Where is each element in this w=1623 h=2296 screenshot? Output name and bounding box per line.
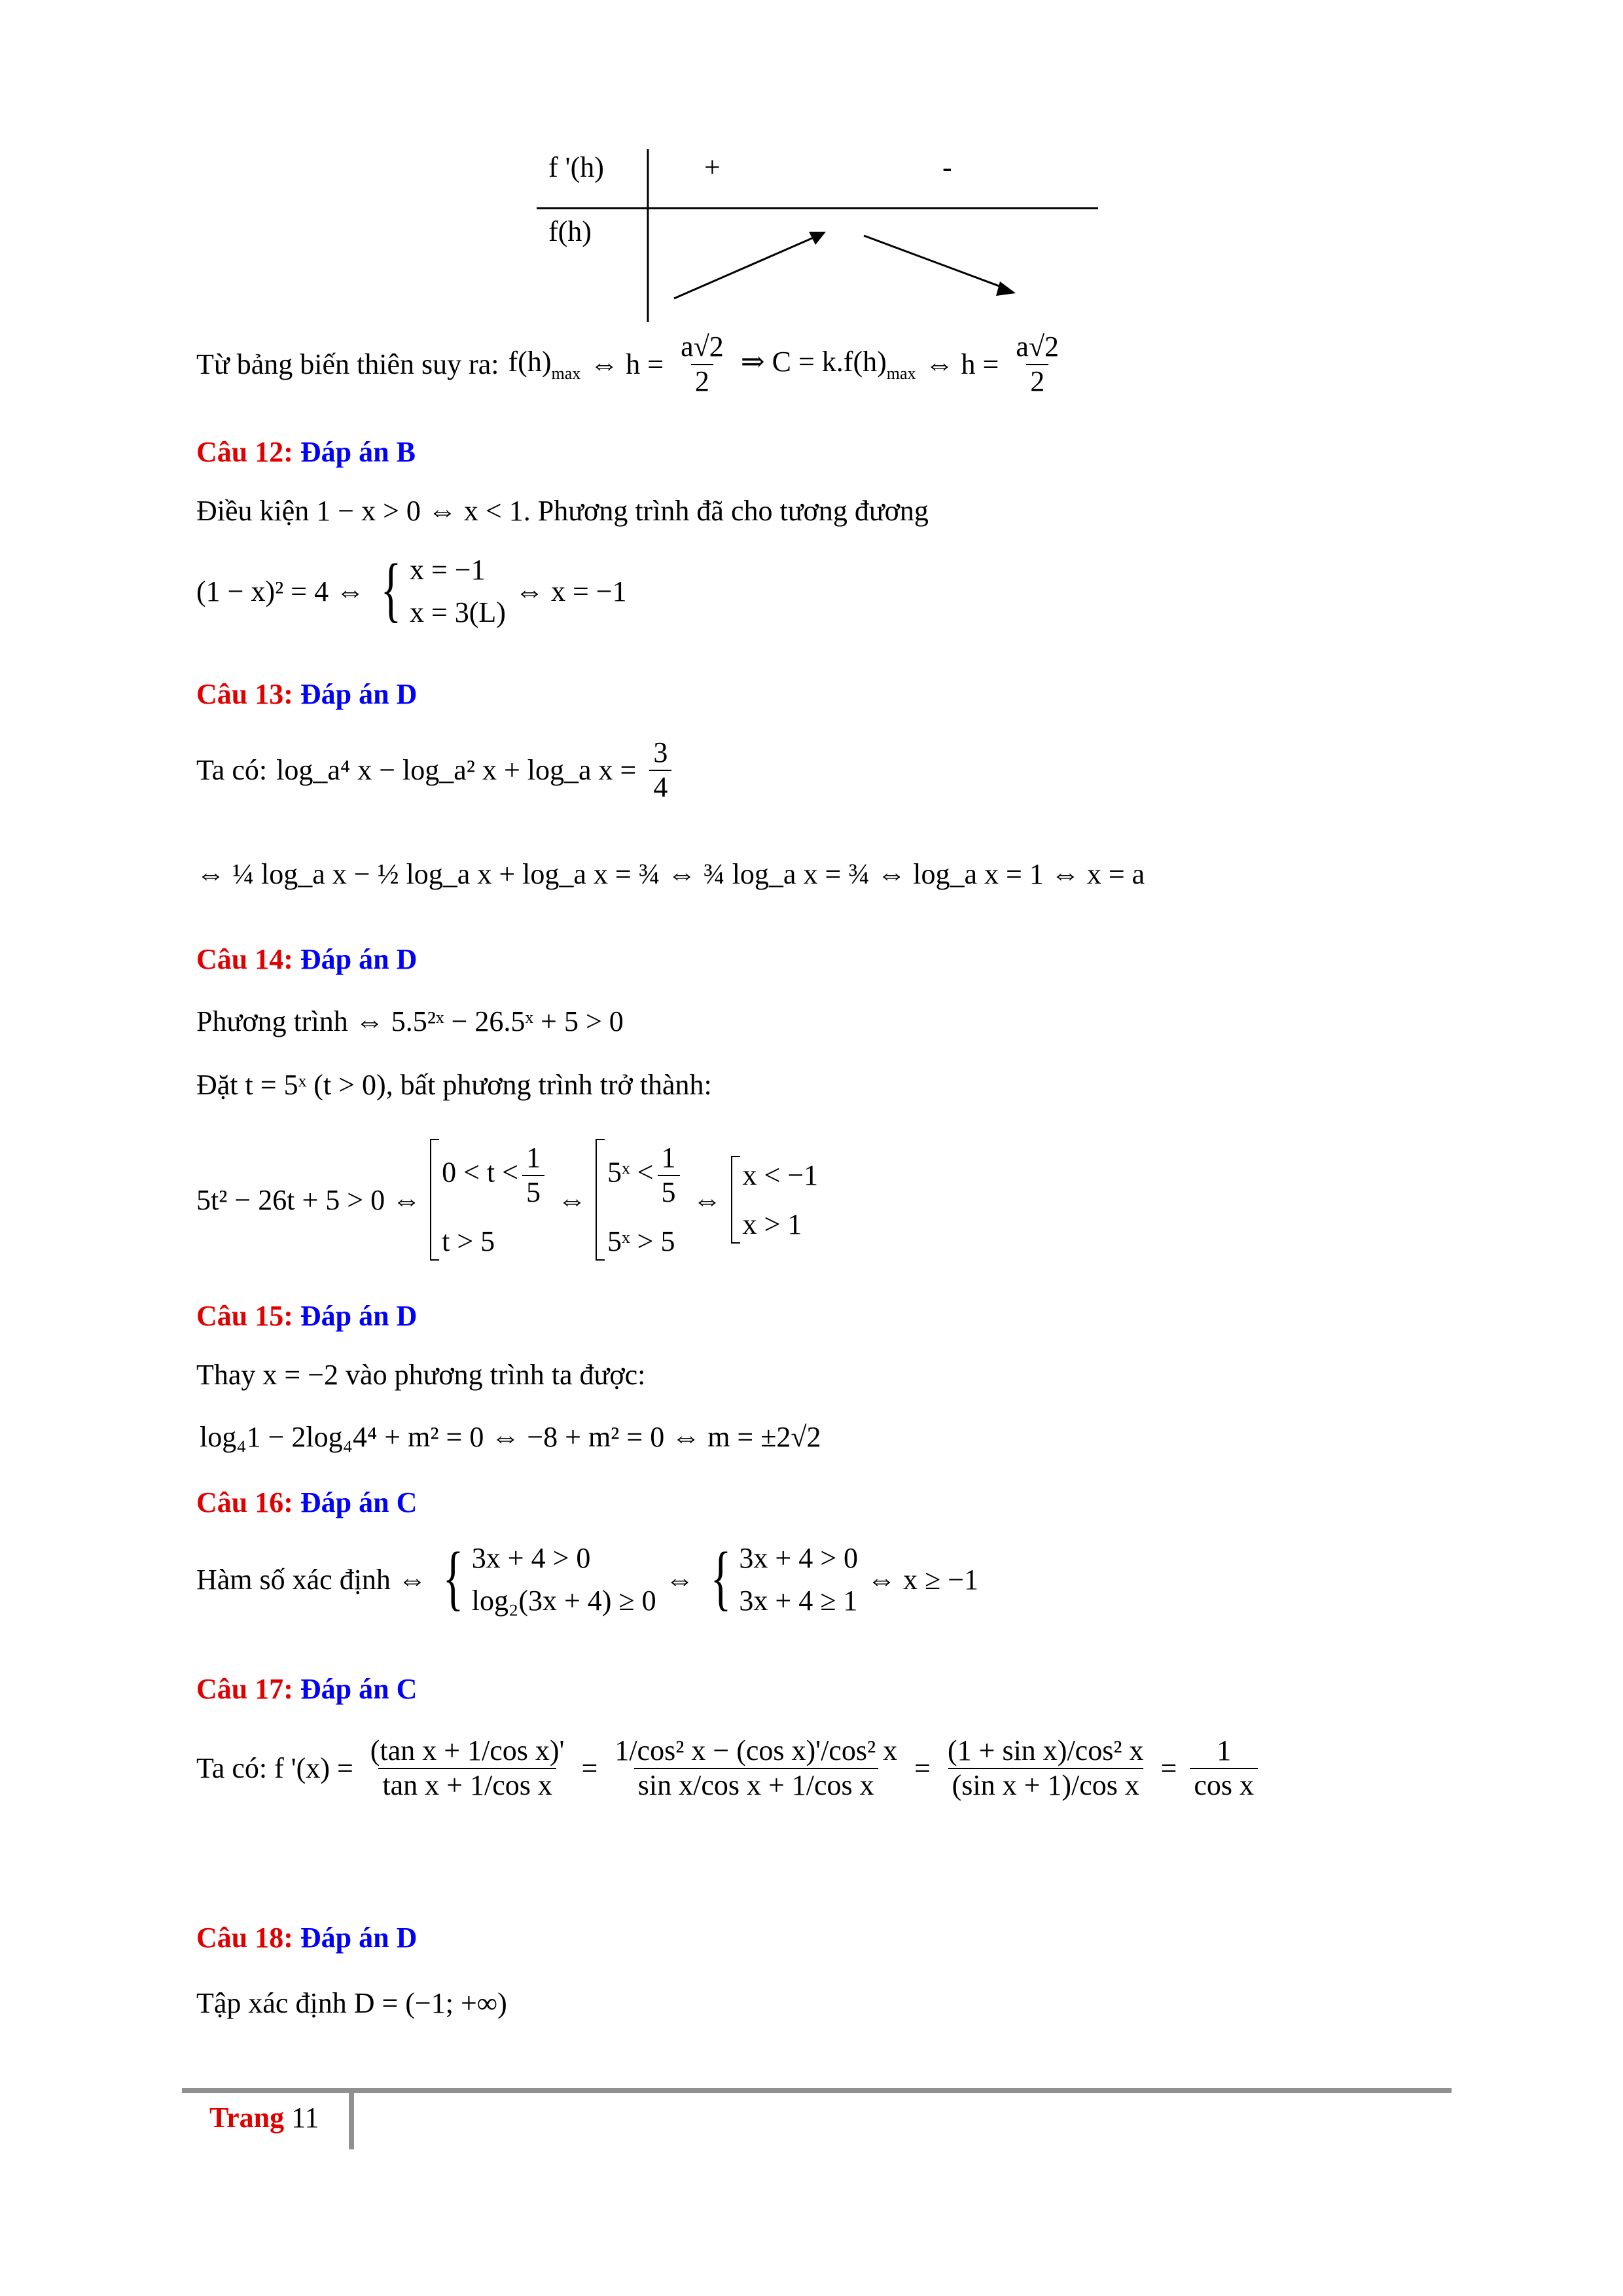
q12-heading: Câu 12: Đáp án B	[196, 436, 416, 468]
q17-derivation: Ta có: f '(x) = $\frac{\text{(tan x + 1/cos x)'}}{\text{tan x + 1/cos x}}$ = $\frac{\text{1/cos² x − (cos x)'/cos² x}}{\text{sin x/cos x + 1/cos x}}$ = $\frac{\text{(1 + sin x)/cos² x}}{\text{(sin x + 1)/cos x}}$ = $\frac{1}{\text{cos x}}$	[196, 1734, 1262, 1802]
footer-divider	[349, 2093, 354, 2149]
q17-frac-4: $\frac{1}{\text{cos x}}$	[1190, 1734, 1258, 1802]
conclusion-line	[196, 331, 1067, 398]
q17-frac-3: $\frac{\text{(1 + sin x)/cos² x}}{\text{(sin x + 1)/cos x}}$	[947, 1734, 1144, 1801]
q13-line1: Ta có: log_a⁴ x − log_a² x + log_a x = $\frac{3}{4}$	[196, 736, 675, 804]
table-grid	[524, 144, 1113, 327]
q17-frac-1: $\frac{\text{(tan x + 1/cos x)'}}{\text{tan x + 1/cos x}}$	[370, 1734, 565, 1801]
q15-heading: Câu 15: Đáp án D	[196, 1300, 418, 1332]
conclusion-fmax: $f(h)_{max}$	[508, 346, 581, 384]
q12-rhs: ⇔ x = −1	[514, 575, 627, 607]
q18-heading: Câu 18: Đáp án D	[196, 1922, 418, 1954]
q13-line2: ⇔ ¼ log_a x − ½ log_a x + log_a x = ¾ ⇔ ¾ log_a x = ¾ ⇔ log_a x = 1 ⇔ x = a	[196, 858, 1145, 890]
q14-line2: Đặt t = 5ˣ (t > 0), bất phương trình trở thành:	[196, 1069, 712, 1101]
table-minus-sign: -	[942, 151, 952, 183]
q15-line1: Thay x = −2 vào phương trình ta được:	[196, 1359, 646, 1391]
page-number	[209, 2101, 319, 2134]
table-plus-sign: +	[704, 151, 721, 183]
q16-system-1: { 3x + 4 > 0 log₂(3x + 4) ≥ 0	[442, 1537, 656, 1617]
footer-page: 11	[291, 2102, 319, 2134]
q17-frac-2: $\frac{\text{1/cos² x − (cos x)'/cos² x}}{\text{sin x/cos x + 1/cos x}}$	[615, 1734, 898, 1801]
q14-system: 5t² − 26t + 5 > 0 ⇔ 0 < t < $\frac{1}{5}$ t > 5 ⇔ 5ˣ < $\frac{1}{5}$ 5ˣ > 5 ⇔ x < −1 x > 1	[196, 1139, 818, 1261]
decreasing-arrow	[864, 236, 1016, 296]
conclusion-cmax: ⇒ $C = k.f(h)_{max}$	[740, 346, 916, 384]
q12-condition: Điều kiện 1 − x > 0 ⇔ x < 1. Phương trình đã cho tương đương	[196, 495, 929, 527]
q12-lhs: (1 − x)² = 4 ⇔	[196, 575, 365, 607]
conclusion-lead: Từ bảng biến thiên suy ra:	[196, 348, 499, 381]
q13-heading: Câu 13: Đáp án D	[196, 678, 418, 710]
table-row2-label: f(h)	[548, 215, 592, 247]
q18-line1: Tập xác định D = (−1; +∞)	[196, 1987, 507, 2019]
footer-rule	[182, 2088, 1452, 2093]
q16-system-2: { 3x + 4 > 0 3x + 4 ≥ 1	[710, 1537, 859, 1617]
q15-line2: log₄1 − 2log₄4⁴ + m² = 0 ⇔ −8 + m² = 0 ⇔ m = ±2√2	[200, 1421, 821, 1453]
q17-heading: Câu 17: Đáp án C	[196, 1673, 418, 1705]
conclusion-frac-1: $\frac{a√2}{2}$	[681, 331, 724, 397]
q14-line1: Phương trình ⇔ 5.5²ˣ − 26.5ˣ + 5 > 0	[196, 1005, 624, 1037]
q14-bracket-3: x < −1 x > 1	[731, 1156, 819, 1244]
q12-equation	[196, 549, 627, 629]
q14-heading: Câu 14: Đáp án D	[196, 943, 418, 975]
conclusion-iff-h-2: ⇔ h =	[925, 348, 999, 381]
table-row1-label: f '(h)	[548, 151, 604, 183]
footer-label: Trang	[209, 2102, 285, 2134]
increasing-arrow	[674, 232, 826, 298]
q12-system: { x = −1 x = 3(L)	[380, 549, 506, 629]
conclusion-iff-h: ⇔ h =	[590, 348, 664, 381]
q16-heading: Câu 16: Đáp án C	[196, 1486, 418, 1518]
q13-frac-3-4: $\frac{3}{4}$	[649, 736, 671, 804]
q16-line: Hàm số xác định ⇔ { 3x + 4 > 0 log₂(3x + 4) ≥ 0 ⇔ { 3x + 4 > 0 3x + 4 ≥ 1 ⇔ x ≥ −1	[196, 1537, 979, 1617]
q14-bracket-2: 5ˣ < $\frac{1}{5}$ 5ˣ > 5	[596, 1139, 684, 1261]
q14-bracket-1: 0 < t < $\frac{1}{5}$ t > 5	[430, 1139, 548, 1261]
conclusion-frac-2: $\frac{a√2}{2}$	[1016, 331, 1060, 397]
